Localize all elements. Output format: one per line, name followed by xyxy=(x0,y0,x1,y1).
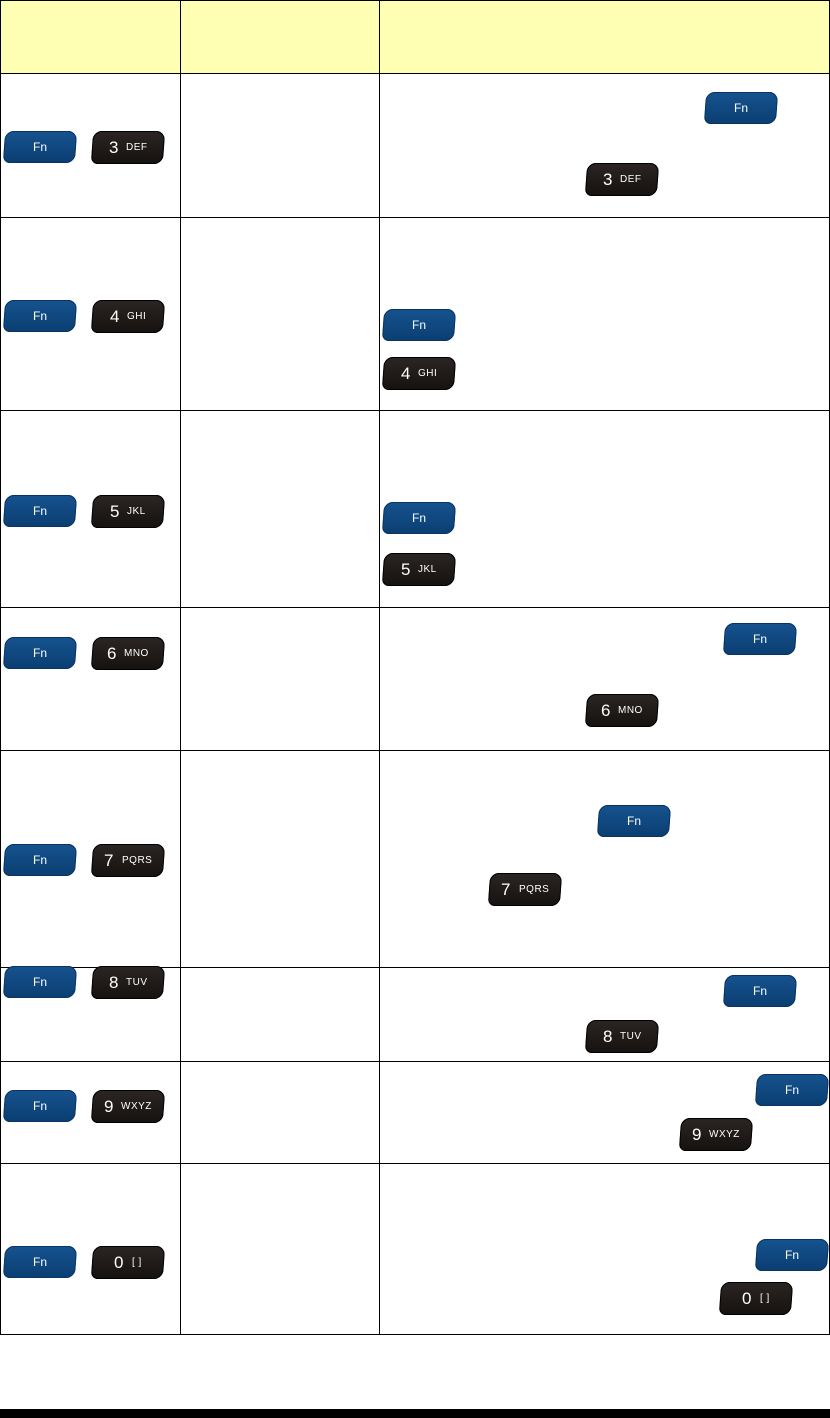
key-digit: 0 xyxy=(114,1252,124,1272)
number-key-icon xyxy=(91,637,165,670)
fn-key-icon xyxy=(3,966,77,998)
key-digit: 9 xyxy=(691,1124,702,1144)
fn-key-icon xyxy=(723,623,797,655)
number-key-icon xyxy=(91,131,165,164)
fn-key-label: Fn xyxy=(733,101,748,115)
fn-key-label: Fn xyxy=(626,814,641,828)
fn-key-label: Fn xyxy=(32,140,47,154)
key-digit: 3 xyxy=(108,137,118,157)
number-key-icon xyxy=(91,495,165,528)
key-letters: WXYZ xyxy=(121,1101,153,1112)
number-key-icon xyxy=(585,1020,659,1053)
fn-key-icon xyxy=(755,1074,829,1106)
table-row-rule xyxy=(0,410,830,411)
fn-key-label: Fn xyxy=(784,1248,799,1262)
key-digit: 4 xyxy=(400,363,411,383)
fn-key-label: Fn xyxy=(32,1255,47,1269)
table-column-rule xyxy=(0,0,1,1334)
key-digit: 5 xyxy=(400,559,411,579)
number-key-icon xyxy=(382,553,456,586)
fn-key-icon xyxy=(704,92,778,124)
key-digit: 7 xyxy=(104,850,114,870)
fn-key-label: Fn xyxy=(784,1083,799,1097)
key-digit: 3 xyxy=(602,169,612,189)
key-digit: 6 xyxy=(600,700,611,720)
fn-key-icon xyxy=(3,844,77,876)
fn-key-icon xyxy=(382,502,456,534)
key-letters: [ ] xyxy=(759,1293,770,1304)
number-key-icon xyxy=(382,357,456,390)
fn-key-label: Fn xyxy=(32,309,47,323)
fn-key-label: Fn xyxy=(32,1099,47,1113)
table-row-rule xyxy=(0,1334,830,1335)
key-letters: DEF xyxy=(619,174,642,185)
key-letters: TUV xyxy=(125,977,148,988)
table-row-rule xyxy=(0,0,830,1)
key-letters: GHI xyxy=(127,311,147,322)
number-key-icon xyxy=(679,1118,753,1151)
key-letters: WXYZ xyxy=(709,1129,741,1140)
key-digit: 4 xyxy=(109,306,120,326)
number-key-icon xyxy=(719,1282,793,1315)
table-row-rule xyxy=(0,607,830,608)
number-key-icon xyxy=(91,1090,165,1123)
number-key-icon xyxy=(488,873,562,906)
key-digit: 8 xyxy=(602,1026,612,1046)
number-key-icon xyxy=(585,694,659,727)
key-letters: DEF xyxy=(125,142,148,153)
key-letters: MNO xyxy=(124,648,150,659)
page-bottom-rule xyxy=(0,1409,830,1418)
fn-key-icon xyxy=(597,805,671,837)
fn-key-icon xyxy=(382,309,456,341)
fn-key-icon xyxy=(3,495,77,527)
key-digit: 9 xyxy=(103,1096,114,1116)
number-key-icon xyxy=(91,1246,165,1279)
key-letters: JKL xyxy=(127,506,147,517)
table-row-rule xyxy=(0,1061,830,1062)
number-key-icon xyxy=(91,966,165,999)
fn-key-label: Fn xyxy=(32,646,47,660)
fn-key-icon xyxy=(755,1239,829,1271)
key-digit: 8 xyxy=(108,972,118,992)
fn-key-label: Fn xyxy=(411,318,426,332)
number-key-icon xyxy=(91,300,165,333)
key-letters: TUV xyxy=(619,1031,642,1042)
key-digit: 7 xyxy=(501,879,511,899)
key-letters: GHI xyxy=(418,368,438,379)
key-letters: MNO xyxy=(618,705,644,716)
key-digit: 0 xyxy=(742,1288,752,1308)
fn-key-icon xyxy=(723,975,797,1007)
key-letters: JKL xyxy=(418,564,438,575)
table-header-row xyxy=(0,0,830,73)
fn-key-label: Fn xyxy=(752,632,767,646)
table-row-rule xyxy=(0,217,830,218)
fn-key-icon xyxy=(3,1246,77,1278)
key-digit: 5 xyxy=(109,501,120,521)
fn-key-label: Fn xyxy=(752,984,767,998)
fn-key-icon xyxy=(3,131,77,163)
table-row-rule xyxy=(0,1163,830,1164)
table-row-rule xyxy=(0,73,830,74)
table-column-rule xyxy=(379,0,380,1334)
key-letters: PQRS xyxy=(518,884,549,895)
fn-key-label: Fn xyxy=(32,975,47,989)
key-digit: 6 xyxy=(106,643,117,663)
key-letters: [ ] xyxy=(131,1257,142,1268)
fn-key-icon xyxy=(3,637,77,669)
fn-key-label: Fn xyxy=(411,511,426,525)
fn-key-label: Fn xyxy=(32,504,47,518)
fn-key-label: Fn xyxy=(32,853,47,867)
table-column-rule xyxy=(180,0,181,1334)
number-key-icon xyxy=(91,844,165,877)
fn-key-icon xyxy=(3,1090,77,1122)
key-letters: PQRS xyxy=(121,855,152,866)
number-key-icon xyxy=(585,163,659,196)
fn-key-icon xyxy=(3,300,77,332)
table-row-rule xyxy=(0,750,830,751)
